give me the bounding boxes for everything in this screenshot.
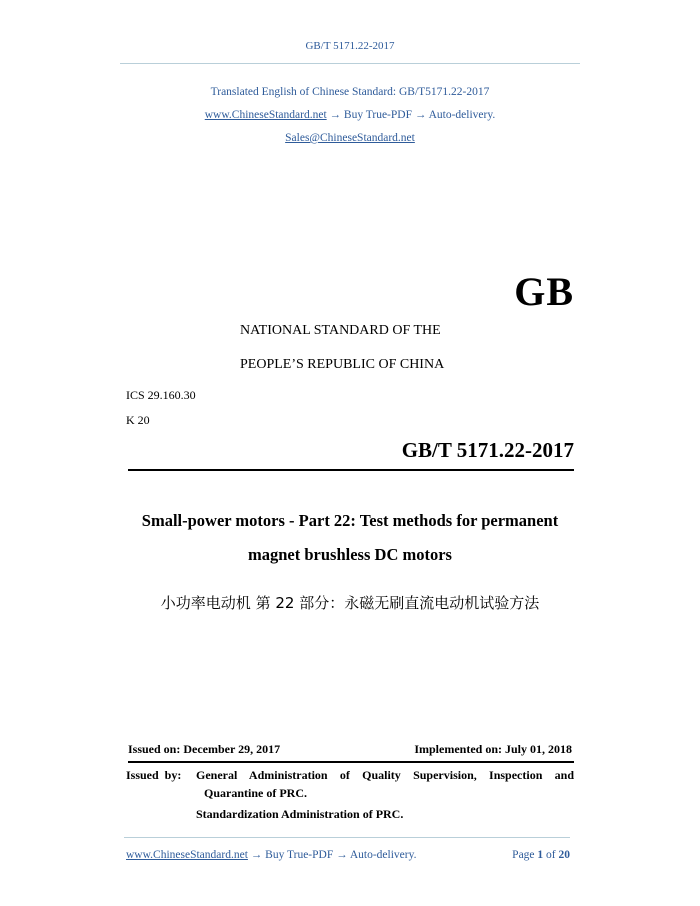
title-cn: 小功率电动机 第 22 部分：永磁无刷直流电动机试验方法 [160,594,540,612]
page-total: 20 [558,849,570,861]
page-number: 1 [537,849,544,861]
ccs-code: K 20 [126,413,150,427]
national-standard-line2: PEOPLE’S REPUBLIC OF CHINA [240,357,445,372]
footer-purchase [126,849,416,861]
footer-divider [124,837,570,838]
dates-divider [128,761,574,763]
page-label: Page [512,849,535,861]
implemented-on: Implemented on: July 01, 2018 [414,742,572,756]
issued-by-org1-cont: Quarantine of PRC. [204,786,307,800]
title-en-line2: magnet brushless DC motors [248,545,452,564]
title-en-line1: Small-power motors - Part 22: Test methods for permanent [141,511,559,530]
issued-by-org2: Standardization Administration of PRC. [196,807,404,821]
title-divider [128,469,574,471]
header-divider [120,63,580,64]
issued-by-label: Issued by: [126,768,182,782]
footer-buy-text: → Buy True-PDF → Auto-delivery. [250,849,417,861]
gb-logo: GB [514,269,574,314]
issued-by-org1: General Administration of Quality Supervision, Inspection and [196,768,574,782]
of-label: of [546,849,556,861]
running-header: GB/T 5171.22-2017 [305,40,395,52]
sales-email-link[interactable]: Sales@ChineseStandard.net [285,132,415,144]
buy-text: → Buy True-PDF → Auto-delivery. [329,109,496,121]
issued-on: Issued on: December 29, 2017 [128,742,281,756]
footer-website-link[interactable]: www.ChineseStandard.net [126,849,248,861]
ics-code: ICS 29.160.30 [126,388,196,402]
website-link[interactable]: www.ChineseStandard.net [204,109,327,121]
page-indicator [512,849,570,861]
translation-notice: Translated English of Chinese Standard: GB/T5171.22-2017 [210,86,490,98]
email-line [0,132,700,144]
standard-number: GB/T 5171.22-2017 [401,438,574,462]
national-standard-line1: NATIONAL STANDARD OF THE [240,323,441,338]
purchase-line [0,109,700,121]
